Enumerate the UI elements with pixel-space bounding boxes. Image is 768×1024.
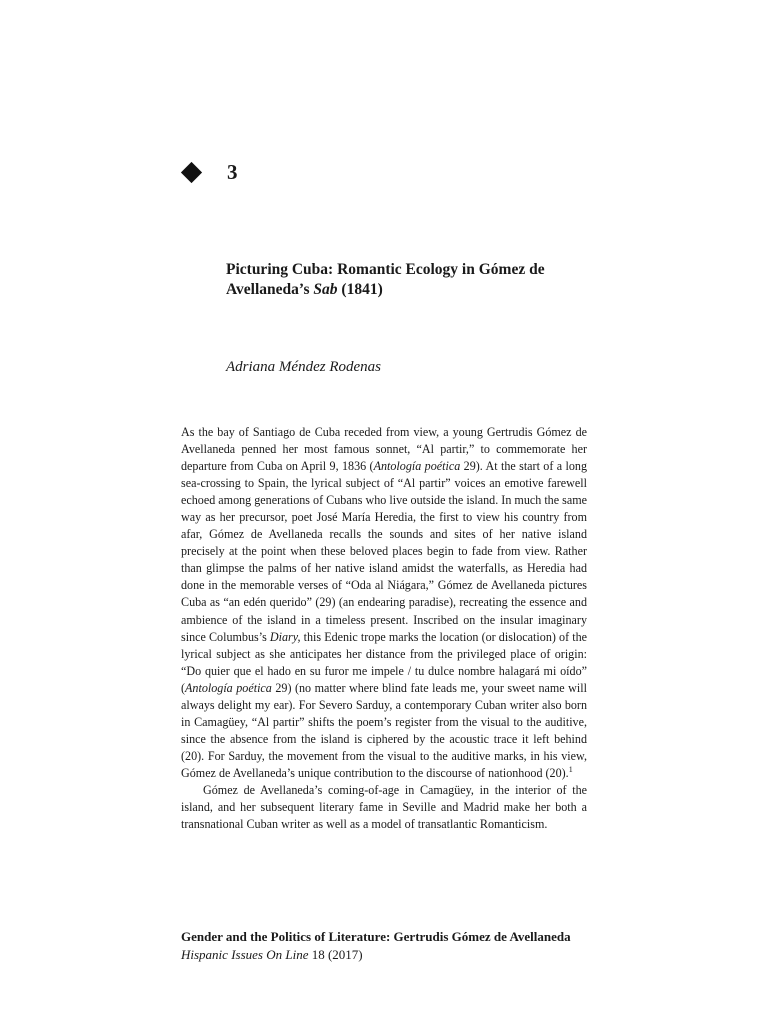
chapter-heading (181, 158, 238, 186)
p1-segment-2: 29). At the start of a long sea-crossing to Spain, the lyrical subject of “Al partir” voices an emotive farewell echoed among generations of Cubans who live outside the island. In much the same way as her precursor, poet José María Heredia, the first to view his country from afar, Gómez de Avellaneda recalls the sounds and sites of her native island precisely at the point when these beloved places begin to fade from view. Rather than glimpse the palms of her native island amidst the waterfalls, as Heredia had done in the memorable verses of “Oda al Niágara,” Gómez de Avellaneda pictures Cuba as “an edén querido” (29) (an endearing paradise), recreating the essence and ambience of the island in a timeless present. Inscribed on the insular imaginary since Columbus’s (181, 459, 588, 644)
book-title: Gender and the Politics of Literature: Gertrudis Gómez de Avellaneda (181, 929, 571, 944)
article-title (226, 260, 606, 300)
diamond-ornament-icon (181, 161, 202, 182)
p1-segment-3: this Edenic trope marks the location (or dislocation) of the lyrical subject as she anticipates her distance from the privileged place of origin: “Do quier que el hado en su furor me impele / tu dulce nombre halagará mi oído” ( (181, 629, 587, 695)
author-name: Adriana Méndez Rodenas (226, 359, 381, 375)
p1-italic-antologia-1: Antología poética (373, 459, 461, 474)
paragraph-2: Gómez de Avellaneda’s coming-of-age in Camagüey, in the interior of the island, and her subsequent literary fame in Seville and Madrid make her both a transnational Cuban writer as well as a model of transatlantic Romanticism. (181, 782, 587, 832)
journal-volume: 18 (2017) (308, 947, 363, 962)
journal-name: Hispanic Issues On Line (181, 947, 309, 962)
paragraph-1 (181, 424, 587, 782)
footnote-reference[interactable]: 1 (568, 764, 573, 774)
p1-segment-4: 29) (no matter where blind fate leads me, your sweet name will always delight my ear). For Severo Sarduy, a contemporary Cuban writer also born in Camagüey, “Al partir” shifts the poem’s register from the visual to the auditive, since the absence from the island is ciphered by the acoustic trace it left behind (20). For Sarduy, the movement from the visual to the auditive marks, in his view, Gómez de Avellaneda’s unique contribution to the discourse of nationhood (20). (181, 680, 587, 780)
title-text: Picturing Cuba: Romantic Ecology in Gómez de Avellaneda’s (226, 261, 545, 298)
title-year: (1841) (337, 281, 383, 298)
page-footer (181, 928, 601, 964)
body-text (181, 424, 587, 833)
p1-italic-antologia-2: Antología poética (185, 680, 272, 695)
p1-segment-1: As the bay of Santiago de Cuba receded from view, a young Gertrudis Gómez de Avellaneda penned her most famous sonnet, “Al partir,” to commemorate her departure from Cuba on April 9, 1836 ( (181, 425, 587, 474)
journal-citation (181, 946, 601, 964)
title-italic-sab: Sab (313, 281, 338, 298)
chapter-number: 3 (227, 160, 238, 184)
p1-italic-diary: Diary, (269, 629, 301, 644)
